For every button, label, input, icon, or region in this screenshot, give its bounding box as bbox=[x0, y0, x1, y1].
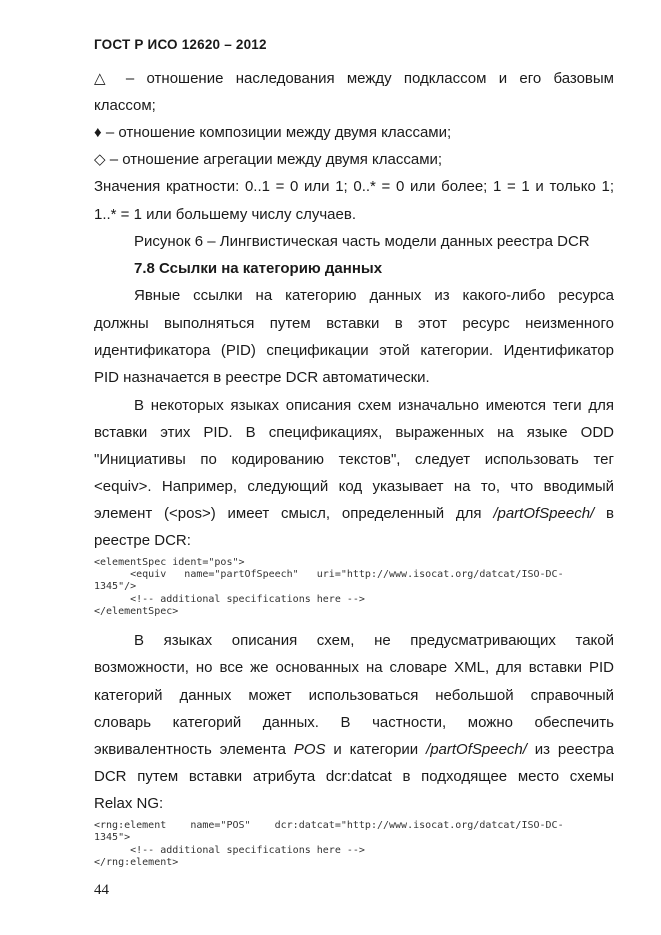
para2-line: элемент (<pos>) имеет смысл, определенный для /partOfSpeech/ в bbox=[94, 505, 614, 522]
figure-caption: Рисунок 6 – Лингвистическая часть модели данных реестра DCR bbox=[134, 233, 590, 250]
para3-line: В языках описания схем, не предусматривающих такой bbox=[134, 632, 614, 649]
section-heading: 7.8 Ссылки на категорию данных bbox=[134, 260, 383, 277]
para1-line: Явные ссылки на категорию данных из какого-либо ресурса bbox=[134, 287, 614, 304]
code-line: </elementSpec> bbox=[94, 606, 179, 617]
para3-line: DCR путем вставки атрибута dcr:datcat в подходящее место схемы bbox=[94, 768, 614, 785]
code-line: <!-- additional specifications here --> bbox=[94, 845, 365, 856]
para1-line: идентификатора (PID) спецификации этой категории. Идентификатор bbox=[94, 342, 614, 359]
code-line: 1345"> bbox=[94, 832, 131, 843]
code-line: <rng:element name="POS" dcr:datcat="http://www.isocat.org/datcat/ISO-DC- bbox=[94, 820, 564, 831]
para3-line: категорий данных может использоваться небольшой справочный bbox=[94, 687, 614, 704]
multiplicity-line-1: Значения кратности: 0..1 = 0 или 1; 0..* = 0 или более; 1 = 1 и только 1; bbox=[94, 178, 614, 195]
legend-inheritance-cont: классом; bbox=[94, 97, 156, 114]
page-number: 44 bbox=[94, 882, 109, 898]
para1-line: должны выполняться путем вставки в этот ресурс неизменного bbox=[94, 315, 614, 332]
legend-aggregation: ◇ – отношение агрегации между двумя классами; bbox=[94, 151, 443, 168]
para2-line: <equiv>. Например, следующий код указывает на то, что вводимый bbox=[94, 478, 614, 495]
hollow-diamond-icon: ◇ bbox=[94, 151, 106, 168]
filled-diamond-icon: ♦ bbox=[94, 124, 102, 141]
para3-line: словарь категорий данных. В частности, можно обеспечить bbox=[94, 714, 614, 731]
para3-line: эквивалентность элемента POS и категории /partOfSpeech/ из реестра bbox=[94, 741, 614, 758]
page-header: ГОСТ Р ИСО 12620 – 2012 bbox=[94, 37, 267, 52]
code-line: <equiv name="partOfSpeech" uri="http://www.isocat.org/datcat/ISO-DC- bbox=[94, 569, 564, 580]
legend-inheritance: △ – отношение наследования между подклассом и его базовым bbox=[94, 70, 614, 87]
para2-line: вставки этих PID. В спецификациях, выраженных на языке ODD bbox=[94, 424, 614, 441]
para2-line: "Инициативы по кодированию текстов", следует использовать тег bbox=[94, 451, 614, 468]
para3-line: возможности, но все же основанных на словаре XML, для вставки PID bbox=[94, 659, 614, 676]
code-line: <elementSpec ident="pos"> bbox=[94, 557, 245, 568]
para2-line: реестре DCR: bbox=[94, 532, 191, 549]
legend-composition: ♦ – отношение композиции между двумя классами; bbox=[94, 124, 452, 141]
multiplicity-line-2: 1..* = 1 или большему числу случаев. bbox=[94, 206, 356, 223]
para1-line: PID назначается в реестре DCR автоматически. bbox=[94, 369, 430, 386]
para2-line: В некоторых языках описания схем изначально имеются теги для bbox=[134, 397, 614, 414]
code-line: </rng:element> bbox=[94, 857, 179, 868]
para3-line: Relax NG: bbox=[94, 795, 164, 812]
code-line: <!-- additional specifications here --> bbox=[94, 594, 365, 605]
triangle-icon: △ bbox=[94, 70, 114, 87]
code-line: 1345"/> bbox=[94, 581, 137, 592]
